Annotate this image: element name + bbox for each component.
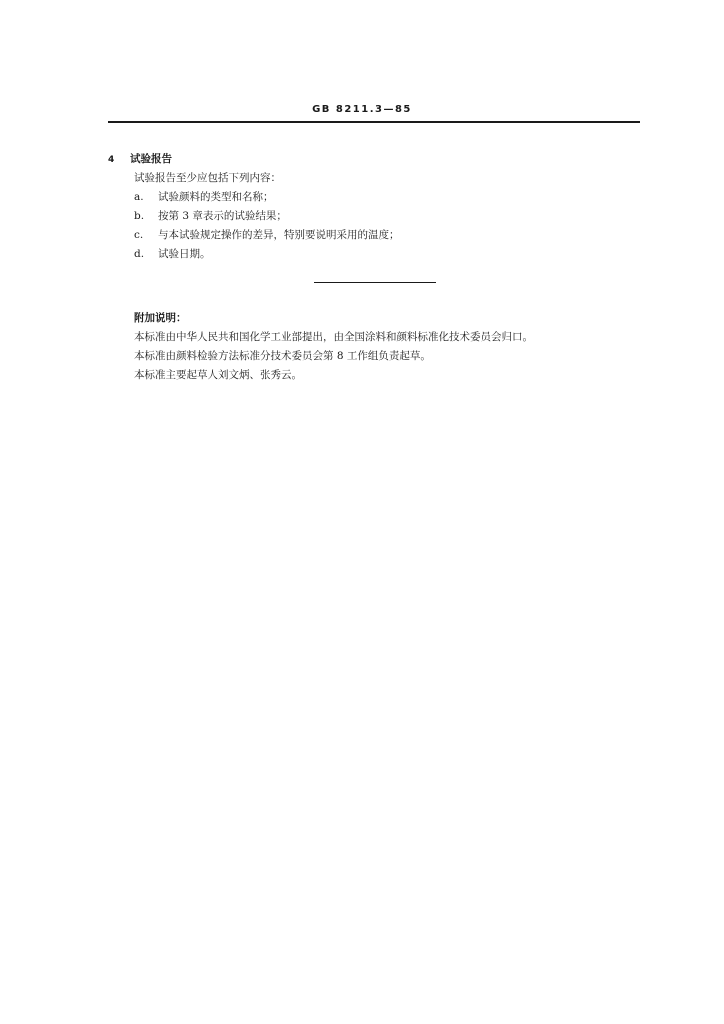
list-item	[134, 188, 648, 207]
list-item-text: 与本试验规定操作的差异，特别要说明采用的温度；	[158, 229, 400, 241]
section-intro: 试验报告至少应包括下列内容：	[134, 172, 281, 184]
list-item-label: d.	[134, 248, 145, 260]
section-body	[108, 169, 648, 264]
notes-line: 本标准主要起草人刘文炳、张秀云。	[134, 369, 302, 381]
list-item-text: 试验颜料的类型和名称；	[158, 191, 274, 203]
page-header: GB 8211.3—85	[312, 104, 412, 115]
section-number: 4	[108, 155, 115, 165]
notes-heading: 附加说明：	[134, 312, 187, 324]
list-item-label: a.	[134, 191, 144, 203]
list-item-text: 按第 3 章表示的试验结果；	[158, 210, 287, 222]
section-divider	[314, 282, 436, 283]
list-item	[134, 226, 648, 245]
notes-line: 本标准由中华人民共和国化学工业部提出，由全国涂料和颜料标准化技术委员会归口。	[134, 331, 533, 343]
list-item-label: b.	[134, 210, 145, 222]
header-rule	[108, 121, 640, 123]
additional-notes	[134, 309, 654, 385]
list-item	[134, 207, 648, 226]
list-item-label: c.	[134, 229, 144, 241]
list-item	[134, 245, 648, 264]
notes-line: 本标准由颜料检验方法标准分技术委员会第 8 工作组负责起草。	[134, 350, 431, 362]
section-heading	[108, 149, 648, 169]
section-title: 试验报告	[130, 153, 172, 165]
test-report-section	[108, 149, 648, 264]
list-item-text: 试验日期。	[158, 248, 211, 260]
